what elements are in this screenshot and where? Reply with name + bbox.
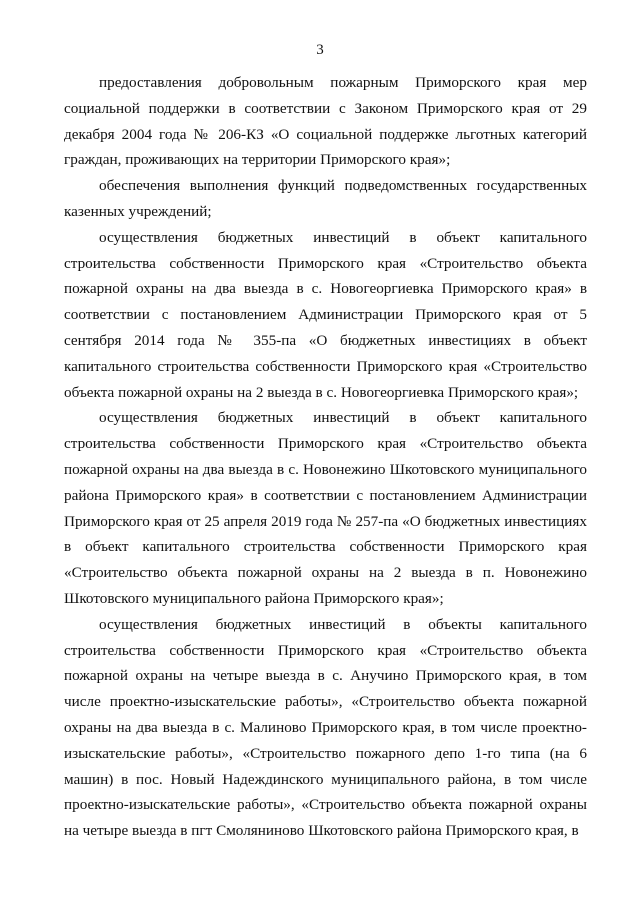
paragraph-social-support: предоставления добровольным пожарным Приморского края мер социальной поддержки в соответствии с Законом Приморского края от 29 декабря 2004 года № 206-КЗ «О социальной поддержке льготных категорий граждан, проживающих на территории Приморского края»;: [64, 74, 587, 169]
document-body: [64, 70, 587, 844]
paragraph-investment-novonezhino: осуществления бюджетных инвестиций в объект капитального строительства собственности Приморского края «Строительство объекта пожарной охраны на два выезда в с. Новонежино Шкотовского муниципального района Приморского края» в соответствии с постановлением Администрации Приморского края от 25 апреля 2019 года № 257-па «О бюджетных инвестициях в объект капитального строительства собственности Приморского края «Строительство объекта пожарной охраны на 2 выезда в п. Новонежино Шкотовского муниципального района Приморского края»;: [64, 409, 587, 607]
page-number: 3: [316, 42, 324, 58]
paragraph-state-institutions: обеспечения выполнения функций подведомственных государственных казенных учреждений;: [64, 177, 587, 220]
paragraph-investment-novogeorgievka: осуществления бюджетных инвестиций в объект капитального строительства собственности Приморского края «Строительство объекта пожарной охраны на два выезда в с. Новогеоргиевка Приморского края» в соответствии с постановлением Администрации Приморского края от 5 сентября 2014 года № 355-па «О бюджетных инвестициях в объект капитального строительства собственности Приморского края «Строительство объекта пожарной охраны на 2 выезда в с. Новогеоргиевка Приморского края»;: [64, 228, 587, 401]
paragraph-investment-multiple-objects: осуществления бюджетных инвестиций в объекты капитального строительства собственности Приморского края «Строительство объекта пожарной охраны на четыре выезда в с. Анучино Приморского края, в том числе проектно-изыскательские работы», «Строительство объекта пожарной охраны на два выезда в с. Малиново Приморского края, в том числе проектно-изыскательские работы», «Строительство пожарного депо 1-го типа (на 6 машин) в пос. Новый Надеждинского муниципального района, в том числе проектно-изыскательские работы», «Строительство объекта пожарной охраны на четыре выезда в пгт Смоляниново Шкотовского района Приморского края, в: [64, 615, 587, 840]
